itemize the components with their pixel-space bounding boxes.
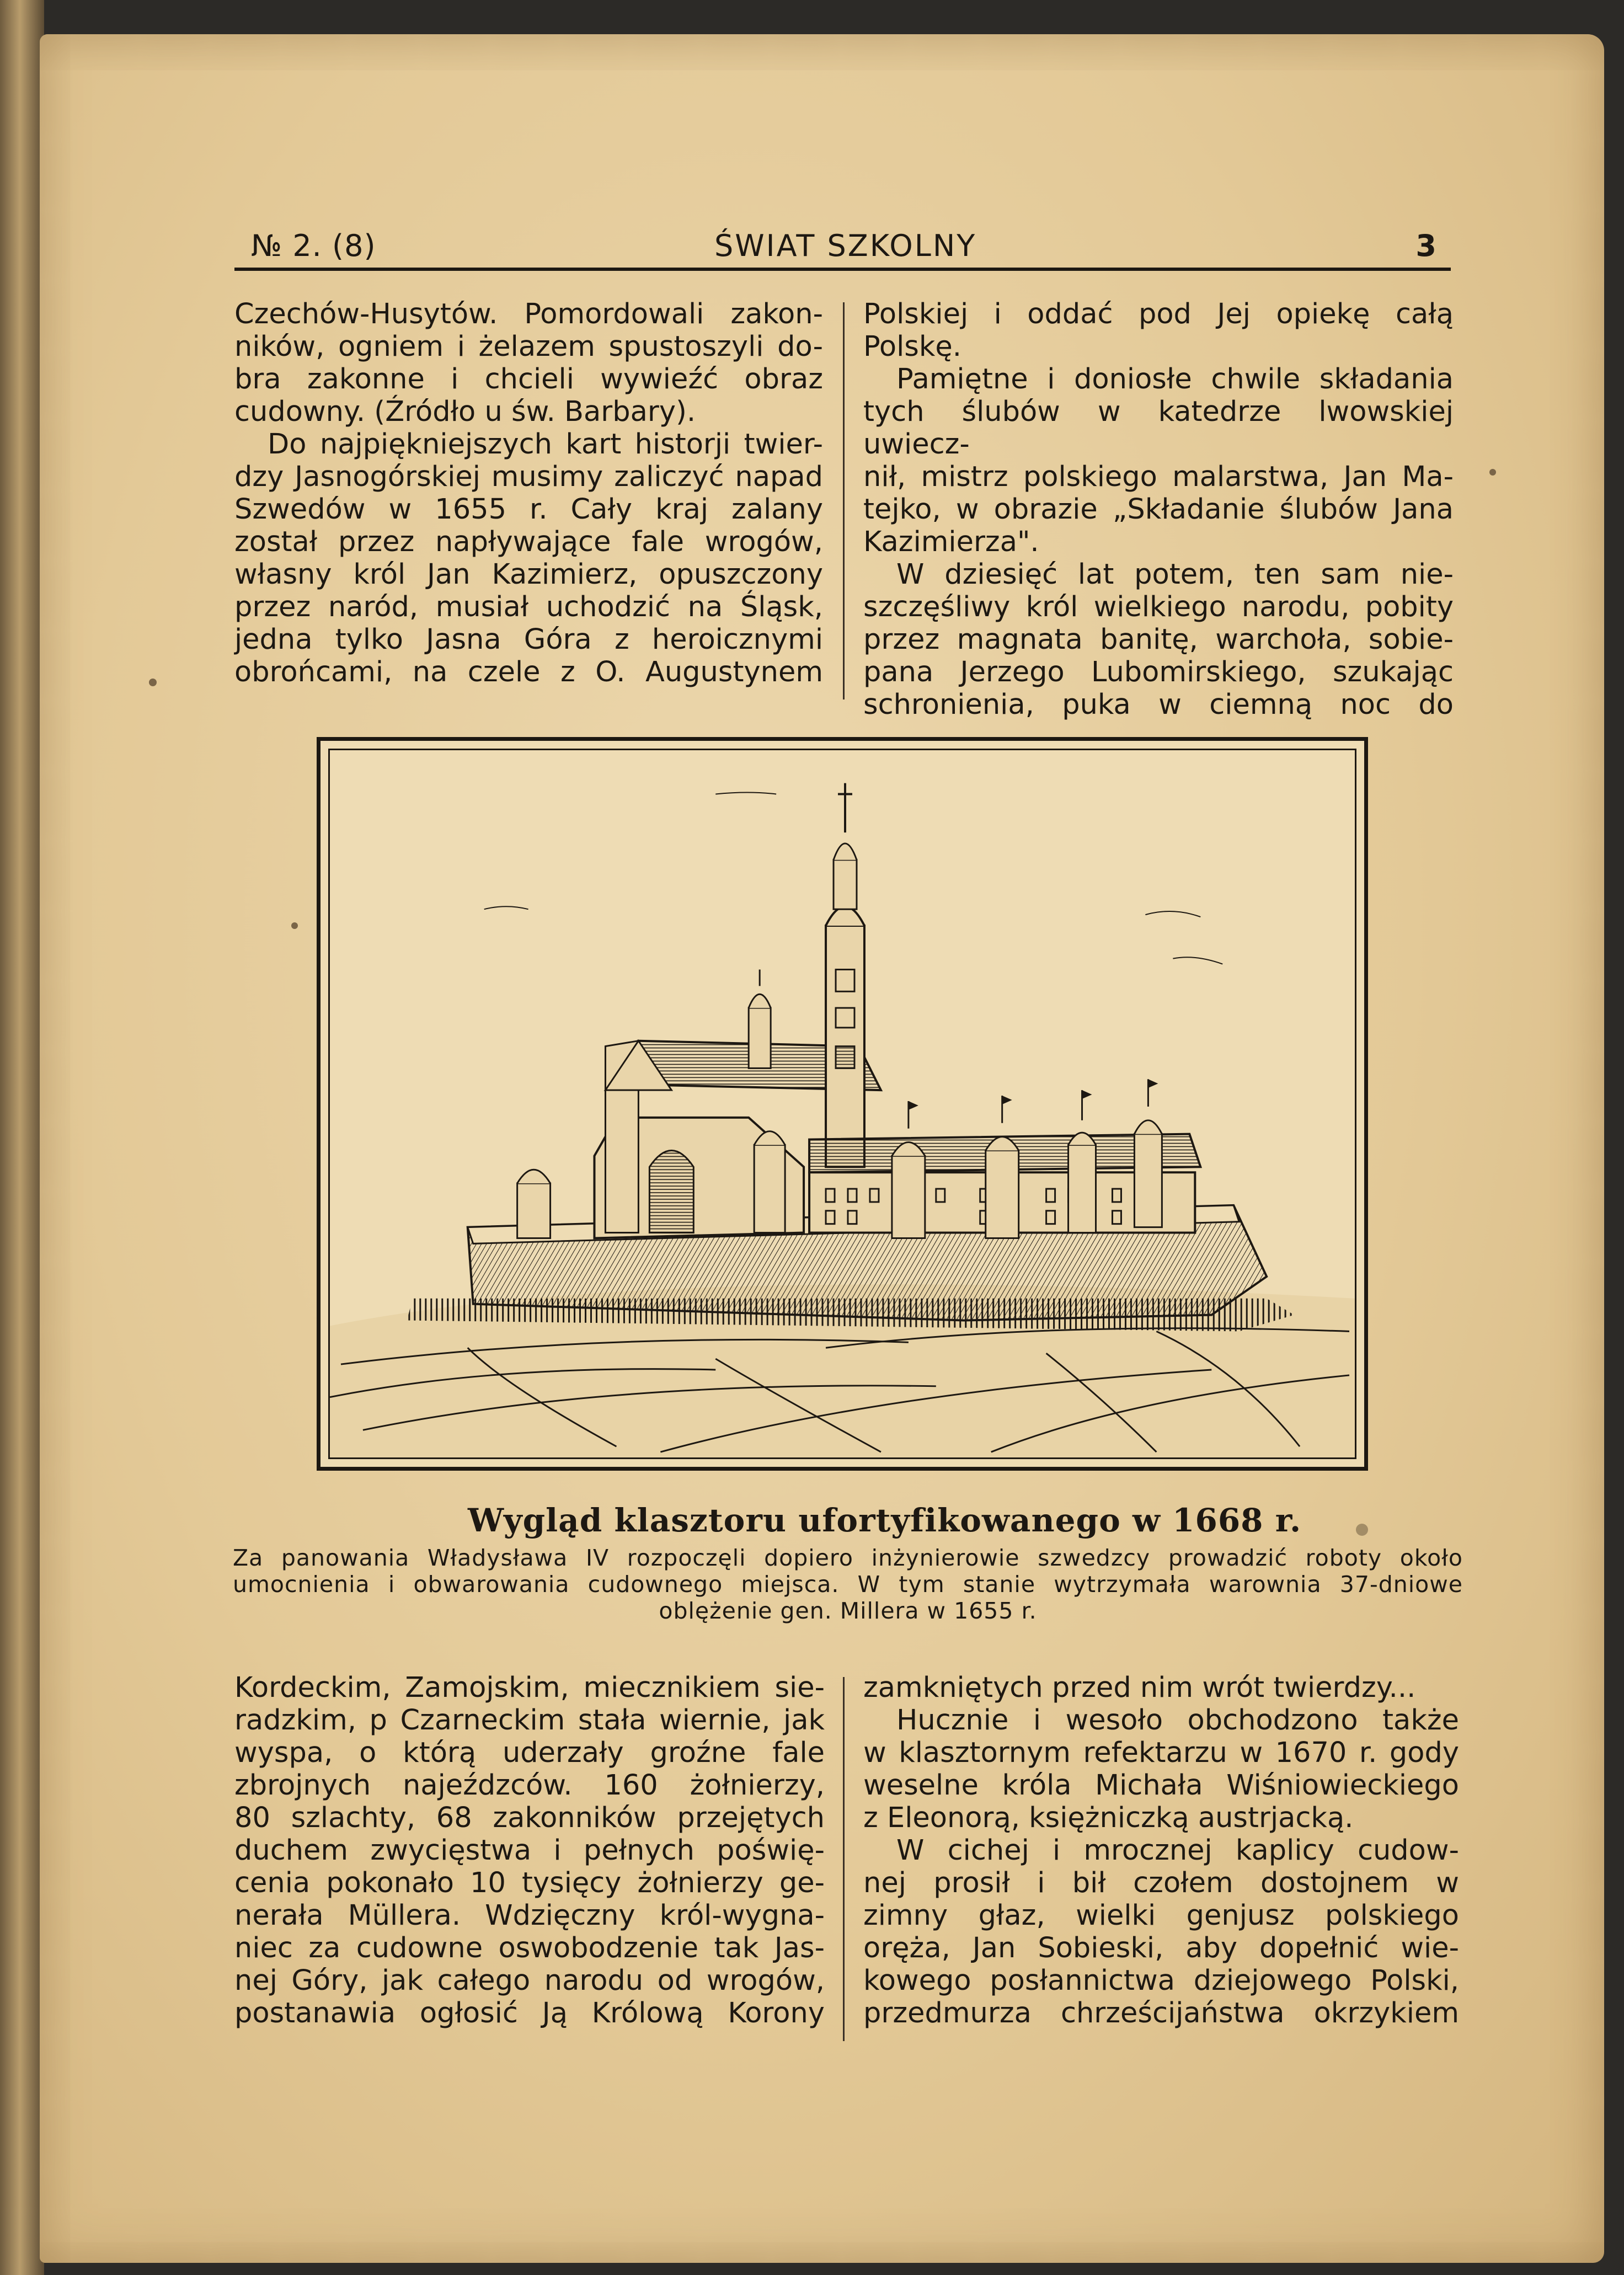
text-line: tejko, w obrazie „Składanie ślubów Jana bbox=[863, 493, 1454, 526]
text-line: weselne króla Michała Wiśniowieckiego bbox=[863, 1769, 1459, 1802]
figure-caption bbox=[233, 1545, 1463, 1624]
text-line: pana Jerzego Lubomirskiego, szukając bbox=[863, 656, 1454, 688]
paper-speck bbox=[291, 922, 298, 929]
text-line: nej Góry, jak całego narodu od wrogów, bbox=[234, 1964, 825, 1997]
issue-number: № 2. (8) bbox=[251, 228, 376, 263]
text-line: został przez napływające fale wrogów, bbox=[234, 526, 823, 558]
text-line: radzkim, p Czarneckim stała wiernie, jak bbox=[234, 1704, 825, 1737]
text-line: zimny głaz, wielki genjusz polskiego bbox=[863, 1899, 1459, 1932]
text-line: kowego posłannictwa dziejowego Polski, bbox=[863, 1964, 1459, 1997]
text-line: Kordeckim, Zamojskim, miecznikiem sie- bbox=[234, 1671, 825, 1704]
paper-speck bbox=[1489, 469, 1496, 476]
text-line: nił, mistrz polskiego malarstwa, Jan Ma- bbox=[863, 461, 1454, 493]
figure-caption-title: Wygląd klasztoru ufortyfikowanego w 1668 r. bbox=[468, 1502, 1302, 1539]
monastery-engraving bbox=[328, 749, 1356, 1459]
text-line: Hucznie i wesoło obchodzono także bbox=[896, 1704, 1459, 1737]
bottom-left-column bbox=[234, 1671, 825, 2030]
text-line: dzy Jasnogórskiej musimy zaliczyć napad bbox=[234, 461, 823, 493]
text-line: cudowny. (Źródło u św. Barbary). bbox=[234, 396, 696, 428]
text-line: szczęśliwy król wielkiego narodu, pobity bbox=[863, 591, 1454, 623]
adjacent-page-edge bbox=[0, 0, 44, 2275]
text-line: przedmurza chrześcijaństwa okrzykiem bbox=[863, 1997, 1459, 2030]
text-line: niec za cudowne oswobodzenie tak Jas- bbox=[234, 1932, 825, 1964]
text-line: Do najpiękniejszych kart historji twier- bbox=[268, 428, 823, 461]
text-line: zbrojnych najeźdzców. 160 żołnierzy, bbox=[234, 1769, 825, 1802]
text-line: cenia pokonało 10 tysięcy żołnierzy ge- bbox=[234, 1867, 825, 1899]
text-line: W dziesięć lat potem, ten sam nie- bbox=[896, 558, 1454, 591]
text-line: zamkniętych przed nim wrót twierdzy... bbox=[863, 1671, 1416, 1704]
caption-line: Za panowania Władysława IV rozpoczęli dopiero inżynierowie szwedzcy prowadzić roboty około bbox=[233, 1545, 1463, 1571]
text-line: Kazimierza". bbox=[863, 526, 1039, 558]
text-line: nej prosił i bił czołem dostojnem w bbox=[863, 1867, 1459, 1899]
engraving-frame bbox=[317, 737, 1368, 1471]
top-right-column bbox=[863, 298, 1454, 721]
column-divider bbox=[843, 1677, 845, 2041]
text-line: przez naród, musiał uchodzić na Śląsk, bbox=[234, 591, 823, 623]
text-line: oręża, Jan Sobieski, aby dopełnić wie- bbox=[863, 1932, 1459, 1964]
text-line: Polskiej i oddać pod Jej opiekę całą bbox=[863, 298, 1454, 330]
text-line: wyspa, o którą uderzały groźne fale bbox=[234, 1737, 825, 1769]
page-number: 3 bbox=[1415, 228, 1437, 263]
text-line: Czechów-Husytów. Pomordowali zakon- bbox=[234, 298, 823, 330]
text-line: Pamiętne i doniosłe chwile składania bbox=[896, 363, 1454, 396]
magazine-title: ŚWIAT SZKOLNY bbox=[714, 228, 977, 263]
text-line: nerała Müllera. Wdzięczny król-wygna- bbox=[234, 1899, 825, 1932]
top-left-column bbox=[234, 298, 823, 688]
text-line: postanawia ogłosić Ją Królową Korony bbox=[234, 1997, 825, 2030]
text-line: W cichej i mrocznej kaplicy cudow- bbox=[896, 1834, 1459, 1867]
text-line: w klasztornym refektarzu w 1670 r. gody bbox=[863, 1737, 1459, 1769]
fortified-monastery-illustration bbox=[330, 750, 1355, 1457]
caption-line: umocnienia i obwarowania cudownego miejsca. W tym stanie wytrzymała warownia 37-dniowe bbox=[233, 1571, 1463, 1598]
running-header bbox=[234, 218, 1451, 271]
text-line: Polskę. bbox=[863, 330, 962, 363]
text-line: z Eleonorą, księżniczką austrjacką. bbox=[863, 1802, 1354, 1834]
text-line: przez magnata banitę, warchoła, sobie- bbox=[863, 623, 1454, 656]
text-line: bra zakonne i chcieli wywieźć obraz bbox=[234, 363, 823, 396]
caption-line: oblężenie gen. Millera w 1655 r. bbox=[659, 1598, 1037, 1624]
paper-speck bbox=[149, 679, 157, 686]
text-line: własny król Jan Kazimierz, opuszczony bbox=[234, 558, 823, 591]
text-line: Szwedów w 1655 r. Cały kraj zalany bbox=[234, 493, 823, 526]
text-line: ników, ogniem i żelazem spustoszyli do- bbox=[234, 330, 823, 363]
paper-speck bbox=[1356, 1524, 1368, 1536]
text-line: schronienia, puka w ciemną noc do bbox=[863, 688, 1454, 721]
text-line: 80 szlachty, 68 zakonników przejętych bbox=[234, 1802, 825, 1834]
text-line: obrońcami, na czele z O. Augustynem bbox=[234, 656, 823, 688]
bottom-right-column bbox=[863, 1671, 1459, 2030]
text-line: tych ślubów w katedrze lwowskiej uwiecz- bbox=[863, 396, 1454, 461]
text-line: jedna tylko Jasna Góra z heroicznymi bbox=[234, 623, 823, 656]
column-divider bbox=[843, 302, 845, 699]
text-line: duchem zwycięstwa i pełnych poświę- bbox=[234, 1834, 825, 1867]
